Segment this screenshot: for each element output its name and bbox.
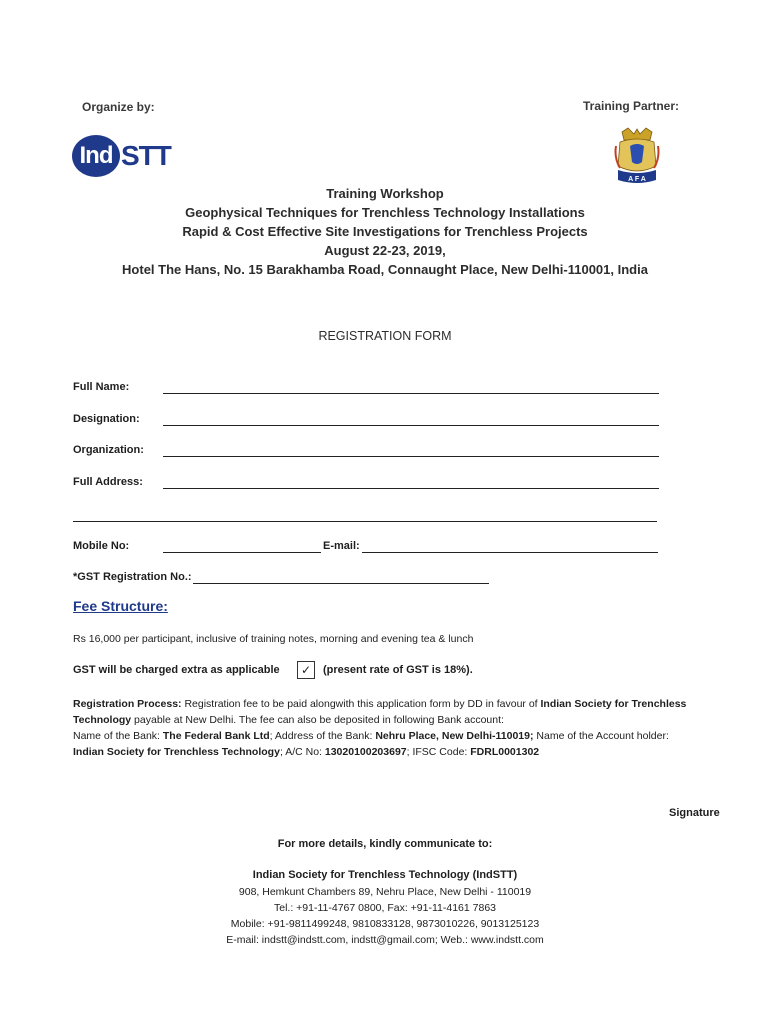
signature-label: Signature — [669, 807, 720, 819]
logo-stt-text: STT — [121, 140, 171, 171]
bank-name: The Federal Bank Ltd — [162, 730, 270, 742]
address-continuation-field[interactable] — [73, 521, 657, 522]
indstt-logo — [72, 134, 171, 178]
workshop-subtitle-2: Rapid & Cost Effective Site Investigations for Trenchless Projects — [182, 224, 588, 239]
organization-label: Organization: — [73, 444, 144, 456]
bank-address: Nehru Place, New Delhi-110019; — [375, 730, 534, 742]
bank-name-label: Name of the Bank: — [73, 730, 163, 742]
full-address-field[interactable] — [163, 488, 659, 489]
logo-ind-text: Ind — [72, 135, 120, 177]
email-label: E-mail: — [323, 540, 360, 552]
organizer-label: Organize by: — [82, 100, 155, 114]
afa-emblem-logo — [612, 126, 662, 188]
gst-checkbox[interactable]: ✓ — [297, 661, 315, 679]
full-name-field[interactable] — [163, 393, 659, 394]
training-partner-label: Training Partner: — [583, 99, 680, 113]
email-field[interactable] — [362, 552, 658, 553]
footer-address: 908, Hemkunt Chambers 89, Nehru Place, New Delhi - 110019 — [238, 886, 532, 898]
fee-structure-heading: Fee Structure: — [73, 598, 168, 614]
footer-email-web: E-mail: indstt@indstt.com, indstt@gmail.com; Web.: www.indstt.com — [226, 934, 544, 946]
bank-address-label: ; Address of the Bank: — [269, 730, 376, 742]
footer-tel-fax: Tel.: +91-11-4767 0800, Fax: +91-11-4161 7863 — [273, 902, 497, 914]
registration-process-text: Registration fee to be paid alongwith this application form by DD in favour of — [181, 698, 541, 710]
designation-label: Designation: — [73, 413, 140, 425]
designation-field[interactable] — [163, 425, 659, 426]
full-name-label: Full Name: — [73, 381, 130, 393]
afa-emblem-text: A F A — [628, 176, 646, 183]
workshop-subtitle: Geophysical Techniques for Trenchless Technology Installations — [185, 205, 585, 220]
workshop-title: Training Workshop — [326, 186, 444, 201]
workshop-venue: Hotel The Hans, No. 15 Barakhamba Road, Connaught Place, New Delhi-110001, India — [122, 262, 648, 277]
footer-mobile: Mobile: +91-9811499248, 9810833128, 9873010226, 9013125123 — [230, 918, 540, 930]
gst-charge-text: GST will be charged extra as applicable — [73, 664, 280, 676]
registration-process-paragraph — [73, 696, 723, 760]
account-number-label: ; A/C No: — [279, 746, 325, 758]
society-name: Indian Society for Trenchless Technology — [73, 698, 687, 726]
gst-registration-label: *GST Registration No.: — [73, 571, 192, 583]
account-number: 13020100203697 — [324, 746, 407, 758]
gst-rate-text: (present rate of GST is 18%). — [323, 664, 473, 676]
organization-field[interactable] — [163, 456, 659, 457]
gst-registration-field[interactable] — [193, 583, 489, 584]
mobile-label: Mobile No: — [73, 540, 130, 552]
registration-form-heading: REGISTRATION FORM — [318, 329, 452, 343]
full-address-label: Full Address: — [73, 476, 143, 488]
mobile-field[interactable] — [163, 552, 321, 553]
footer-org-name: Indian Society for Trenchless Technology (IndSTT) — [252, 869, 518, 881]
registration-process-label: Registration Process: — [73, 698, 182, 710]
fee-rate-text: Rs 16,000 per participant, inclusive of training notes, morning and evening tea & lunch — [73, 633, 474, 645]
account-holder-label: Name of the Account holder: — [533, 730, 669, 742]
ifsc-label: ; IFSC Code: — [406, 746, 471, 758]
account-holder: Indian Society for Trenchless Technology — [73, 746, 280, 758]
workshop-date: August 22-23, 2019, — [324, 243, 446, 258]
more-details-text: For more details, kindly communicate to: — [277, 838, 493, 850]
ifsc-code: FDRL0001302 — [470, 746, 540, 758]
registration-process-tail: payable at New Delhi. The fee can also be deposited in following Bank account: — [131, 714, 504, 726]
